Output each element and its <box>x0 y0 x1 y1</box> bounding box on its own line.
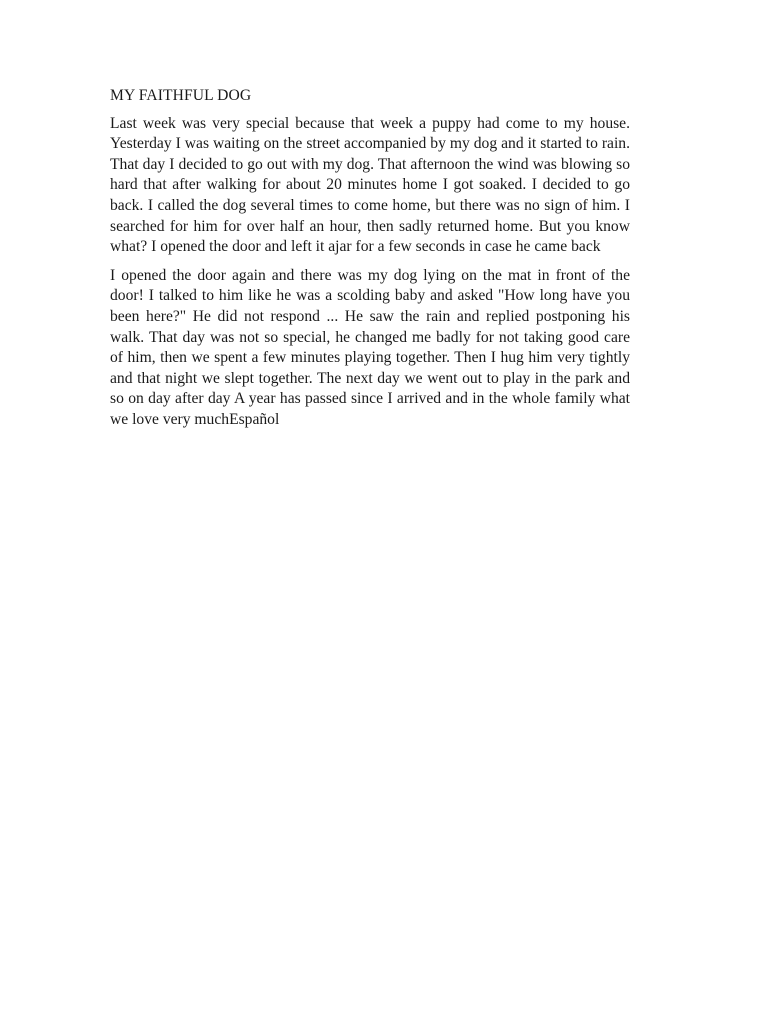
document-body <box>110 86 630 439</box>
paragraph-2: I opened the door again and there was my dog lying on the mat in front of the door! I talked to him like he was a scolding baby and asked "How long have you been here?" He did not respond ... He saw the rain and replied postponing his walk. That day was not so special, he changed me badly for not taking good care of him, then we spent a few minutes playing together. Then I hug him very tightly and that night we slept together. The next day we went out to play in the park and so on day after day A year has passed since I arrived and in the whole family what we love very muchEspañol <box>110 266 630 428</box>
paragraph-1: Last week was very special because that week a puppy had come to my house. Yesterday I was waiting on the street accompanied by my dog and it started to rain. That day I decided to go out with my dog. That afternoon the wind was blowing so hard that after walking for about 20 minutes home I got soaked. I decided to go back. I called the dog several times to come home, but there was no sign of him. I searched for him for over half an hour, then sadly returned home. But you know what? I opened the door and left it ajar for a few seconds in case he came back <box>110 114 630 256</box>
document-title: MY FAITHFUL DOG <box>110 87 252 104</box>
